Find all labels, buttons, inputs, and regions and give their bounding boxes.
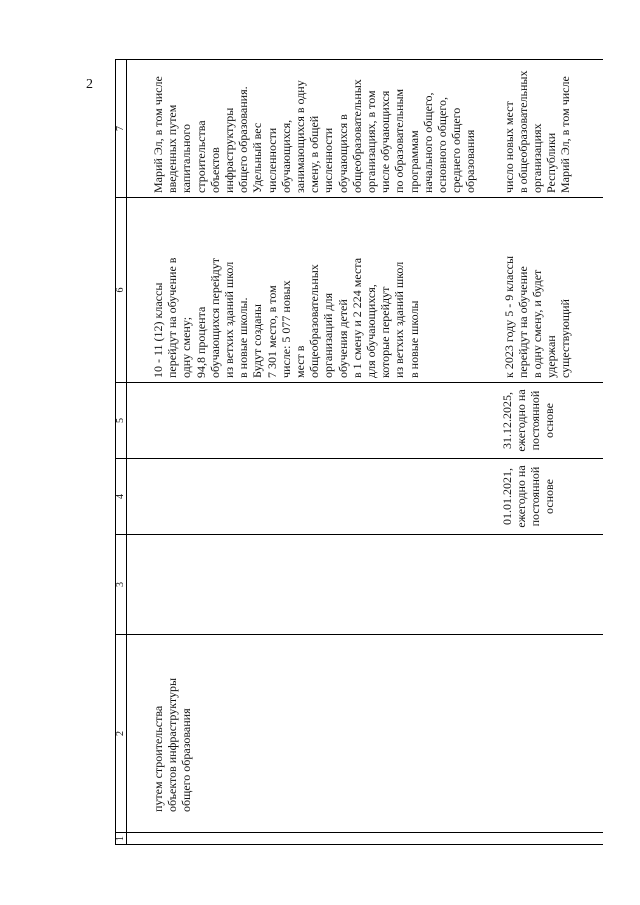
text-line: организациях, в том	[364, 90, 379, 193]
text-line: в новые школы	[406, 300, 421, 378]
header-col-2: 2	[116, 635, 127, 833]
text-line: ежегодно на	[513, 465, 528, 528]
text-line: для обучающихся,	[364, 284, 379, 378]
text-line: одну смену;	[179, 316, 194, 378]
text-line: Марий Эл, в том числе	[558, 76, 573, 193]
cell-r2-c3	[478, 535, 603, 635]
table-header-row	[116, 60, 127, 845]
text-line: из ветхих зданий школ	[392, 261, 407, 378]
text-line: программам	[406, 130, 421, 193]
header-col-6: 6	[116, 198, 127, 383]
cell-r1-c6	[127, 198, 478, 383]
text-line: 7 301 место, в том	[264, 285, 279, 378]
header-col-3: 3	[116, 535, 127, 635]
text-line: общеобразовательных	[349, 79, 364, 193]
header-col-4: 4	[116, 459, 127, 535]
page-number: 2	[86, 77, 93, 92]
text-line: основе	[542, 479, 557, 514]
text-line: обучающихся в	[335, 114, 350, 193]
text-line: по образовательным	[392, 88, 407, 193]
table-row	[478, 60, 603, 845]
text-line: ежегодно на	[513, 389, 528, 452]
cell-r1-c7	[127, 60, 478, 198]
text-line: обучения детей	[335, 299, 350, 378]
text-line: капитального	[179, 124, 194, 193]
text-line: существующий	[558, 299, 573, 378]
text-line: смену, в общей	[307, 115, 322, 193]
text-line: объектов	[207, 147, 222, 193]
text-line: строительства	[193, 120, 208, 193]
cell-r1-c1	[127, 833, 478, 845]
header-col-7: 7	[116, 60, 127, 198]
text-line: в 1 смену и 2 224 места	[349, 257, 364, 378]
cell-r2-c7	[478, 60, 603, 198]
text-line: инфраструктуры	[222, 107, 237, 193]
text-line: организациях	[530, 123, 545, 193]
text-line: мест в	[293, 345, 308, 378]
cell-r2-c2	[478, 635, 603, 833]
text-line: занимающихся в одну	[293, 80, 308, 193]
text-line: обучающихся перейдут	[207, 258, 222, 378]
text-line: числе обучающихся	[378, 90, 393, 193]
text-line: число новых мест	[501, 101, 516, 193]
table-row	[127, 60, 478, 845]
text-line: основе	[542, 403, 557, 438]
text-line: численности	[264, 127, 279, 193]
rotated-table-container	[115, 60, 573, 845]
text-line: среднего общего	[449, 107, 464, 193]
text-line: организаций для	[321, 292, 336, 378]
text-line: постоянной	[528, 390, 543, 451]
text-line: из ветхих зданий школ	[222, 261, 237, 378]
text-line: удержан	[544, 335, 559, 378]
text-line: в одну смену, и будет	[530, 269, 545, 378]
header-col-5: 5	[116, 383, 127, 459]
header-col-1: 1	[116, 833, 127, 845]
text-line: которые перейдут	[378, 286, 393, 378]
cell-r1-c2	[127, 635, 478, 833]
text-line: общеобразовательных	[307, 264, 322, 378]
cell-r1-c4	[127, 459, 478, 535]
text-line: общего образования	[179, 708, 194, 812]
text-line: введенных путем	[165, 104, 180, 193]
text-line: перейдут на обучение в	[165, 257, 180, 378]
text-line: Марий Эл, в том числе	[151, 76, 165, 193]
text-line: Удельный вес	[250, 122, 265, 193]
text-line: общего образования.	[236, 86, 251, 193]
text-line: перейдут на обучение	[515, 266, 530, 378]
date-start-line: 01.01.2021,	[499, 468, 514, 525]
text-line: Республики	[544, 132, 559, 193]
text-line: Будут созданы	[250, 304, 265, 378]
cell-r1-c5	[127, 383, 478, 459]
cell-r2-c4	[478, 459, 603, 535]
text-line: числе: 5 077 новых	[278, 280, 293, 378]
cell-r1-c3	[127, 535, 478, 635]
measures-table	[115, 59, 603, 845]
cell-r2-c1	[478, 833, 603, 845]
text-line: начального общего,	[420, 92, 435, 193]
text-line: обучающихся,	[278, 119, 293, 193]
text-line: в общеобразовательных	[515, 70, 530, 193]
text-line: 94,8 процента	[193, 306, 208, 378]
text-line: постоянной	[528, 466, 543, 527]
text-line: образования	[463, 129, 478, 193]
text-line: численности	[321, 127, 336, 193]
text-line: к 2023 году 5 - 9 классы	[501, 255, 516, 378]
date-end-line: 31.12.2025,	[499, 392, 514, 449]
cell-r2-c6	[478, 198, 603, 383]
text-line: объектов инфраструктуры	[165, 677, 180, 812]
cell-r2-c5	[478, 383, 603, 459]
text-line: 10 - 11 (12) классы	[151, 282, 165, 378]
text-line: в новые школы.	[236, 297, 251, 378]
text-line: основного общего,	[435, 96, 450, 193]
text-line: путем строительства	[151, 705, 165, 812]
